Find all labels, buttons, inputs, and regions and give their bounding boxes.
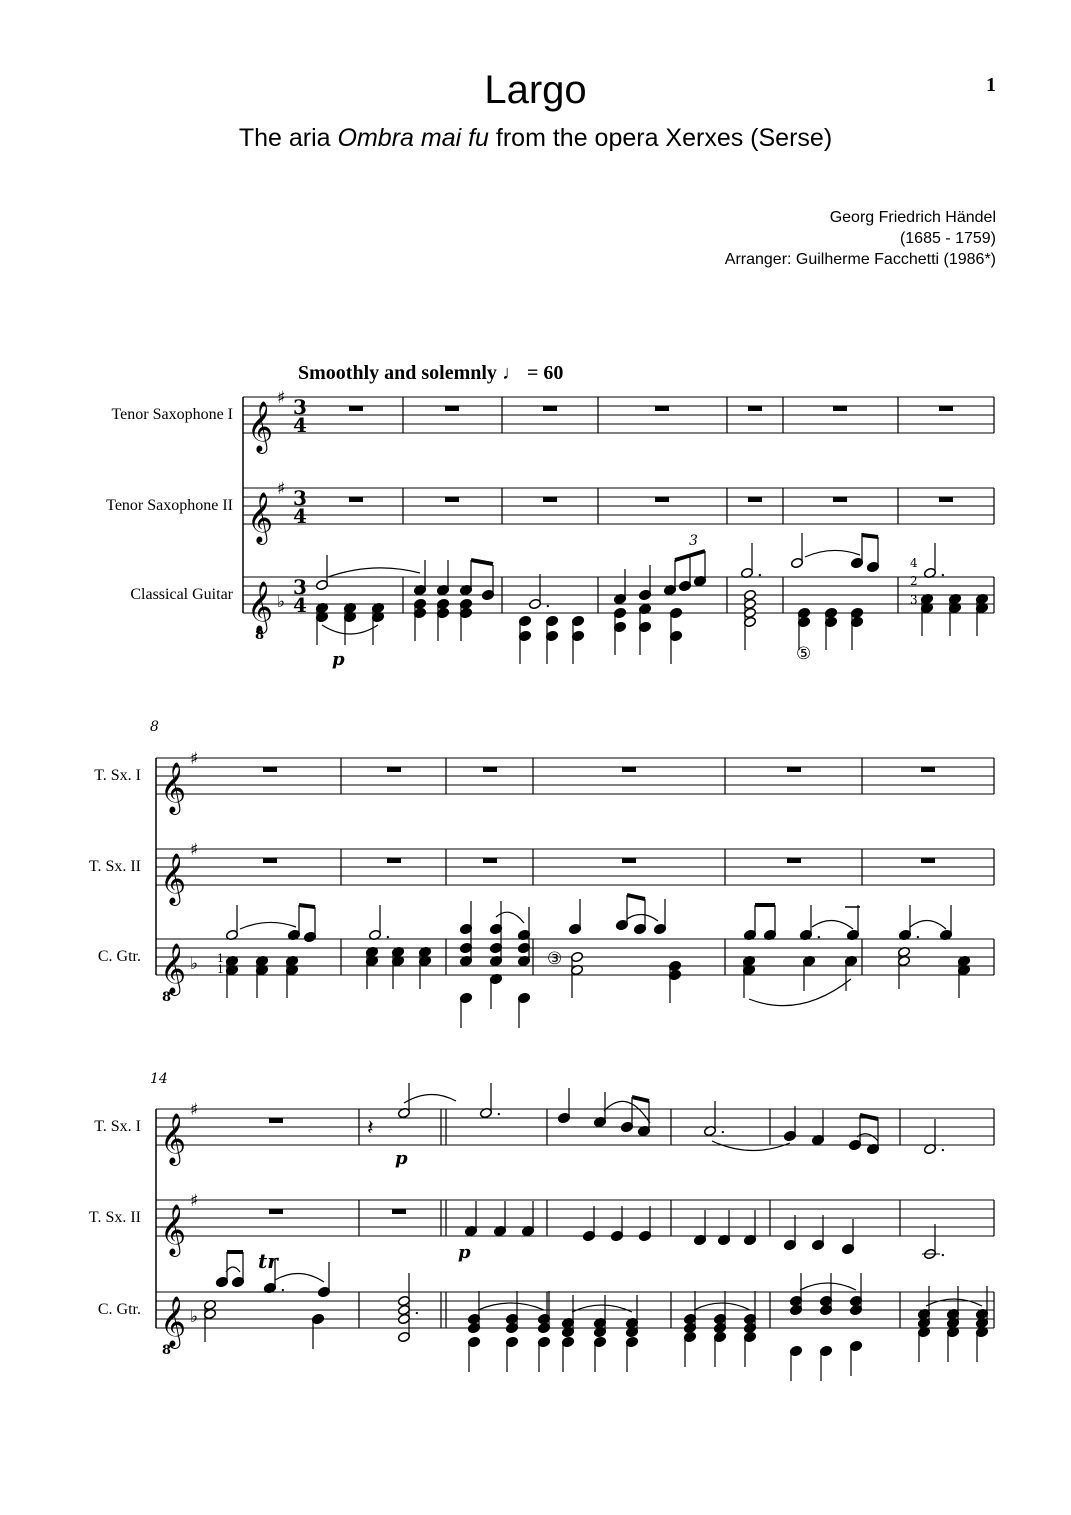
piece-title: Largo xyxy=(484,68,587,112)
key-sharp-icon: ♯ xyxy=(190,840,199,860)
time-signature-numerator: 3 xyxy=(293,575,307,599)
slur xyxy=(627,914,658,921)
instrument-label: Classical Guitar xyxy=(130,586,233,603)
slur xyxy=(496,912,524,923)
composer: Georg Friedrich Händel xyxy=(829,209,996,226)
treble-clef-icon: 𝄞 xyxy=(160,1204,187,1255)
whole-rest xyxy=(655,497,669,502)
arranger: Arranger: Guilherme Facchetti (1986*) xyxy=(724,251,996,268)
whole-rest xyxy=(939,406,953,411)
treble-clef-icon: 𝄞 xyxy=(247,401,274,452)
tuplet-number: 3 xyxy=(689,533,698,549)
whole-rest xyxy=(939,497,953,502)
slur xyxy=(926,1299,982,1306)
treble-clef-icon: 𝄞 xyxy=(160,762,187,813)
measure-number: 8 xyxy=(150,719,159,735)
key-sharp-icon: ♯ xyxy=(190,749,199,769)
slur xyxy=(478,1303,544,1310)
time-signature-numerator: 3 xyxy=(293,395,307,419)
treble-clef-icon: 𝄞 xyxy=(160,943,187,994)
whole-rest xyxy=(543,406,557,411)
whole-rest xyxy=(622,767,636,772)
dot: . xyxy=(940,560,946,581)
whole-rest xyxy=(349,497,363,502)
time-signature-denominator: 4 xyxy=(293,593,307,617)
dot: . xyxy=(816,922,822,943)
time-signature-denominator: 4 xyxy=(293,504,307,528)
key-flat-icon: ♭ xyxy=(277,592,286,612)
dot: . xyxy=(545,591,551,612)
dot: . xyxy=(496,1099,502,1120)
octave-marker: 8 xyxy=(162,990,172,1005)
whole-rest xyxy=(387,767,401,772)
string-number: ③ xyxy=(547,949,563,969)
whole-rest xyxy=(392,1209,406,1214)
note-beam xyxy=(299,905,315,907)
whole-rest xyxy=(833,406,847,411)
treble-clef-icon: 𝄞 xyxy=(160,1296,187,1347)
whole-rest xyxy=(263,767,277,772)
whole-rest xyxy=(787,767,801,772)
composer-dates: (1685 - 1759) xyxy=(899,230,996,247)
whole-rest xyxy=(349,406,363,411)
dot: . xyxy=(720,1117,726,1138)
slur xyxy=(800,1283,856,1290)
octave-marker: 8 xyxy=(162,1343,172,1358)
quarter-rest-icon: 𝄽 xyxy=(367,1116,374,1141)
dot: . xyxy=(915,922,921,943)
key-flat-icon: ♭ xyxy=(190,1307,199,1327)
whole-rest xyxy=(748,406,762,411)
instrument-label: T. Sx. II xyxy=(88,858,141,875)
note-beam xyxy=(632,1097,649,1101)
dynamic-marking: p xyxy=(395,1148,408,1169)
fingering: 3 xyxy=(910,593,918,607)
dot: . xyxy=(940,1135,946,1156)
instrument-label: C. Gtr. xyxy=(97,1301,141,1318)
key-sharp-icon: ♯ xyxy=(277,479,286,499)
slur xyxy=(805,550,860,557)
whole-rest xyxy=(483,858,497,863)
whole-rest xyxy=(543,497,557,502)
whole-rest xyxy=(269,1118,283,1123)
whole-rest xyxy=(269,1209,283,1214)
treble-clef-icon: 𝄞 xyxy=(160,853,187,904)
slur xyxy=(240,922,296,929)
whole-rest xyxy=(748,497,762,502)
dot: . xyxy=(757,560,763,581)
whole-rest xyxy=(445,497,459,502)
dynamic-marking: p xyxy=(332,649,345,670)
slur xyxy=(604,1101,650,1123)
fingering: 2 xyxy=(910,574,918,588)
dot: . xyxy=(280,1275,286,1296)
whole-rest xyxy=(483,767,497,772)
whole-rest xyxy=(445,406,459,411)
whole-rest xyxy=(622,858,636,863)
instrument-label: C. Gtr. xyxy=(97,948,141,965)
note-beam xyxy=(471,560,493,564)
treble-clef-icon: 𝄞 xyxy=(160,1113,187,1164)
key-sharp-icon: ♯ xyxy=(190,1100,199,1120)
key-sharp-icon: ♯ xyxy=(190,1191,199,1211)
subtitle-pre: The aria xyxy=(238,124,338,152)
note-beam xyxy=(627,895,645,899)
key-flat-icon: ♭ xyxy=(190,954,199,974)
whole-rest xyxy=(921,858,935,863)
quarter-note-icon: ♩ xyxy=(501,362,522,384)
whole-rest xyxy=(921,767,935,772)
fingering: 4 xyxy=(910,556,918,570)
treble-clef-icon: 𝄞 xyxy=(247,492,274,543)
slur xyxy=(226,1267,240,1272)
dot: . xyxy=(385,922,391,943)
tempo-bpm: = 60 xyxy=(526,362,564,384)
whole-rest xyxy=(655,406,669,411)
notation xyxy=(89,388,994,1381)
whole-rest xyxy=(787,858,801,863)
instrument-label: Tenor Saxophone I xyxy=(111,406,233,423)
measure-number: 14 xyxy=(150,1071,168,1087)
instrument-label: Tenor Saxophone II xyxy=(106,497,233,514)
page-number: 1 xyxy=(986,74,996,96)
instrument-label: T. Sx. I xyxy=(94,1118,141,1135)
fingering: 1 xyxy=(217,963,224,976)
whole-rest xyxy=(263,858,277,863)
slur xyxy=(328,568,420,577)
instrument-label: T. Sx. II xyxy=(88,1209,141,1226)
slur xyxy=(322,625,378,634)
key-sharp-icon: ♯ xyxy=(277,388,286,408)
time-signature-numerator: 3 xyxy=(293,486,307,510)
string-number: ⑤ xyxy=(796,644,812,664)
slur xyxy=(694,1303,750,1310)
octave-marker: 8 xyxy=(255,628,265,643)
whole-rest xyxy=(387,858,401,863)
trill-marking: tr xyxy=(258,1249,278,1273)
treble-clef-icon: 𝄞 xyxy=(247,581,274,632)
dot: . xyxy=(414,1298,420,1319)
fingering: 1 xyxy=(217,952,224,965)
time-signature-denominator: 4 xyxy=(293,413,307,437)
tempo-text: Smoothly and solemnly xyxy=(298,362,497,384)
subtitle-post: from the opera Xerxes (Serse) xyxy=(488,124,833,152)
slur xyxy=(712,1141,790,1151)
dynamic-marking: p xyxy=(458,1242,471,1263)
dot: . xyxy=(940,1240,946,1261)
slur xyxy=(749,979,851,1006)
slur xyxy=(572,1305,632,1312)
whole-rest xyxy=(833,497,847,502)
subtitle-italic: Ombra mai fu xyxy=(337,124,489,152)
note-beam xyxy=(862,535,878,537)
slur xyxy=(404,1094,456,1103)
instrument-label: T. Sx. I xyxy=(94,767,141,784)
